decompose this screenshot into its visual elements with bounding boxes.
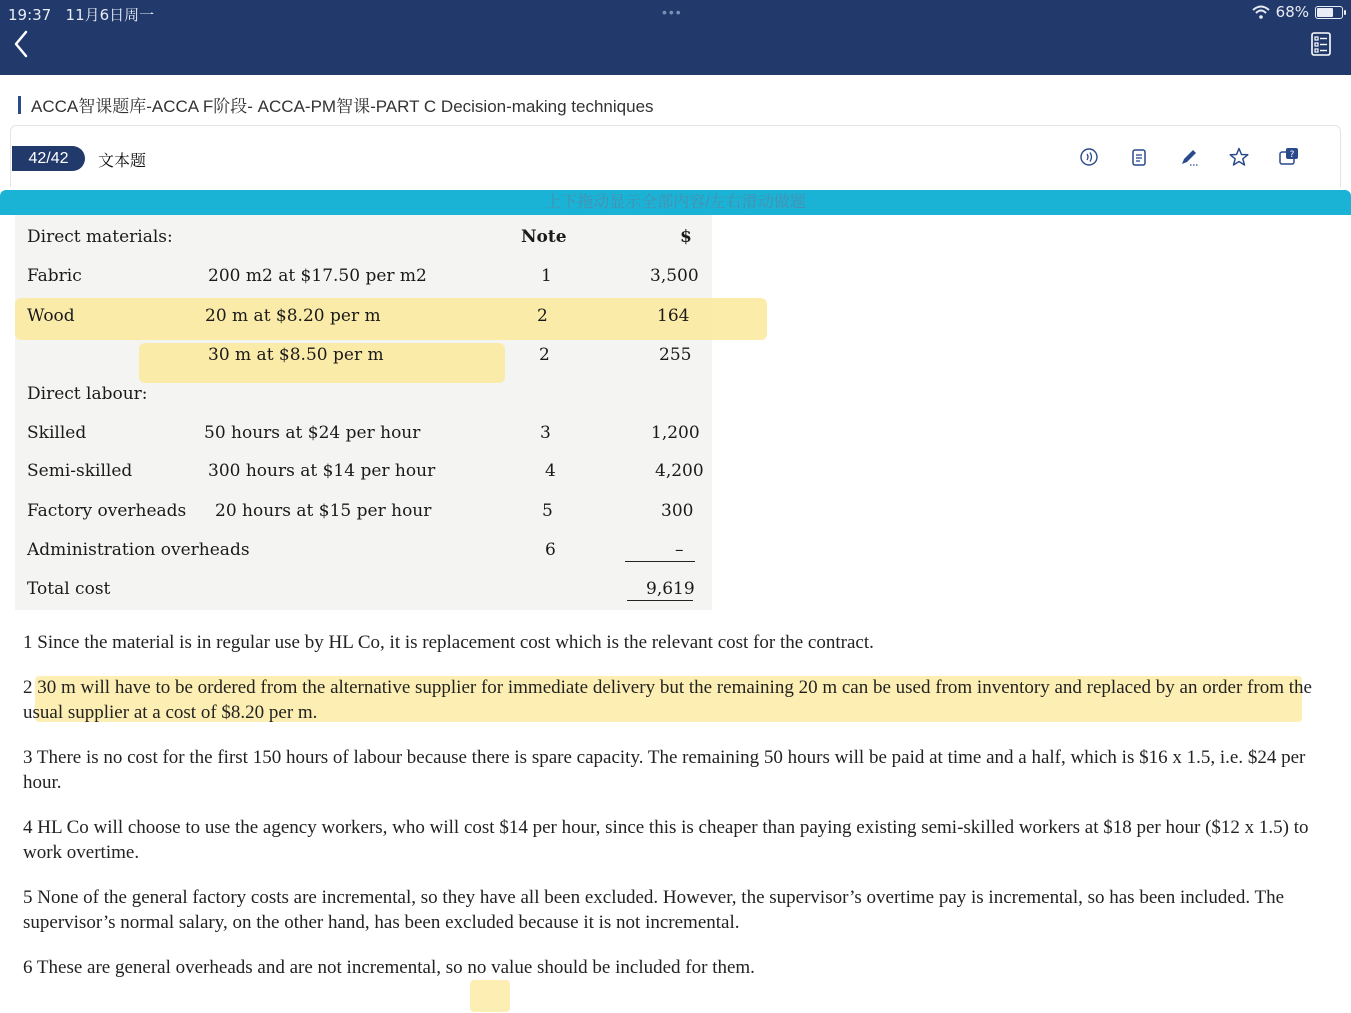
row-label: Wood — [27, 306, 75, 326]
row-note: 1 — [541, 266, 552, 286]
note-4: 4 HL Co will choose to use the agency workers, who will cost $14 per hour, since this is cheaper than paying existing semi-skilled workers at $18 per hour ($12 x 1.5) to work overtime. — [23, 817, 1309, 863]
notes-icon[interactable] — [1128, 146, 1150, 168]
table-header-currency: $ — [680, 227, 692, 247]
subtotal-rule — [625, 561, 695, 562]
row-amount: 3,500 — [650, 266, 699, 286]
breadcrumb — [18, 92, 654, 117]
help-icon[interactable] — [1278, 146, 1300, 168]
breadcrumb-text: ACCA智课题库-ACCA F阶段- ACCA-PM智课-PART C Decision-making techniques — [31, 97, 654, 116]
row-note: 6 — [545, 540, 556, 560]
cost-table — [15, 215, 712, 610]
table-header-label: Direct materials: — [27, 227, 173, 247]
question-header — [10, 125, 1341, 187]
row-desc: 20 hours at $15 per hour — [215, 501, 432, 521]
row-label: Factory overheads — [27, 501, 187, 521]
row-amount: 300 — [661, 501, 694, 521]
list-icon[interactable] — [1311, 32, 1331, 56]
row-label: Administration overheads — [27, 540, 250, 560]
row-note: 4 — [545, 461, 556, 481]
status-date: 11月6日周一 — [65, 6, 155, 24]
note-2: 2 30 m will have to be ordered from the alternative supplier for immediate delivery but the remaining 20 m can be used from inventory and replaced by an order from the usual supplier at a cost of $8.20 per m. — [23, 677, 1312, 723]
multitask-dots[interactable]: ••• — [662, 4, 683, 20]
row-amount: 164 — [657, 306, 690, 326]
svg-text:?: ? — [1289, 150, 1295, 160]
scroll-hint-banner: 上下拖动显示全部内容/左右滑动做题 — [0, 190, 1351, 215]
row-note: 5 — [542, 501, 553, 521]
back-arrow-icon[interactable] — [8, 26, 36, 62]
row-amount: 4,200 — [655, 461, 704, 481]
question-type: 文本题 — [98, 153, 147, 170]
row-amount: 255 — [659, 345, 692, 365]
clock-time: 19:37 — [8, 6, 52, 24]
battery-percent: 68% — [1275, 3, 1309, 21]
row-note: 2 — [537, 306, 548, 326]
table-header-note: Note — [521, 227, 567, 247]
note-6: 6 These are general overheads and are not incremental, so no value should be included for them. — [23, 957, 755, 978]
row-desc: 50 hours at $24 per hour — [204, 423, 421, 443]
row-label: Total cost — [27, 579, 111, 599]
audio-icon[interactable] — [1078, 146, 1100, 168]
battery-icon — [1315, 6, 1343, 19]
row-amount: 9,619 — [646, 579, 695, 599]
wifi-icon — [1252, 5, 1270, 19]
row-desc: 20 m at $8.20 per m — [205, 306, 381, 326]
row-amount: – — [675, 540, 684, 560]
row-desc: 300 hours at $14 per hour — [208, 461, 436, 481]
breadcrumb-marker — [18, 96, 21, 114]
row-note: 3 — [540, 423, 551, 443]
highlight-mark — [470, 980, 510, 1012]
total-rule — [627, 600, 693, 601]
row-label: Fabric — [27, 266, 82, 286]
star-icon[interactable] — [1228, 146, 1250, 168]
status-indicators — [1252, 3, 1343, 21]
row-label: Semi-skilled — [27, 461, 133, 481]
note-3: 3 There is no cost for the first 150 hours of labour because there is spare capacity. The remaining 50 hours will be paid at time and a half, which is $16 x 1.5, i.e. $24 per hour. — [23, 747, 1306, 793]
status-time — [8, 4, 154, 25]
question-counter: 42/42 — [12, 146, 85, 171]
row-desc: 200 m2 at $17.50 per m2 — [208, 266, 427, 286]
pen-icon[interactable] — [1178, 146, 1200, 168]
row-label: Direct labour: — [27, 384, 148, 404]
row-amount: 1,200 — [651, 423, 700, 443]
battery-level — [1317, 8, 1333, 17]
row-note: 2 — [539, 345, 550, 365]
highlight-wood-row — [15, 298, 767, 340]
row-label: Skilled — [27, 423, 87, 443]
note-1: 1 Since the material is in regular use by HL Co, it is replacement cost which is the relevant cost for the contract. — [23, 632, 874, 653]
note-5: 5 None of the general factory costs are incremental, so they have all been excluded. However, the supervisor’s overtime pay is incremental, so has been included. The supervisor’s normal salary, on the other hand, has been excluded because it is not incremental. — [23, 887, 1285, 933]
row-desc: 30 m at $8.50 per m — [208, 345, 384, 365]
toolbar — [1078, 146, 1300, 168]
top-nav-bar — [0, 0, 1351, 75]
